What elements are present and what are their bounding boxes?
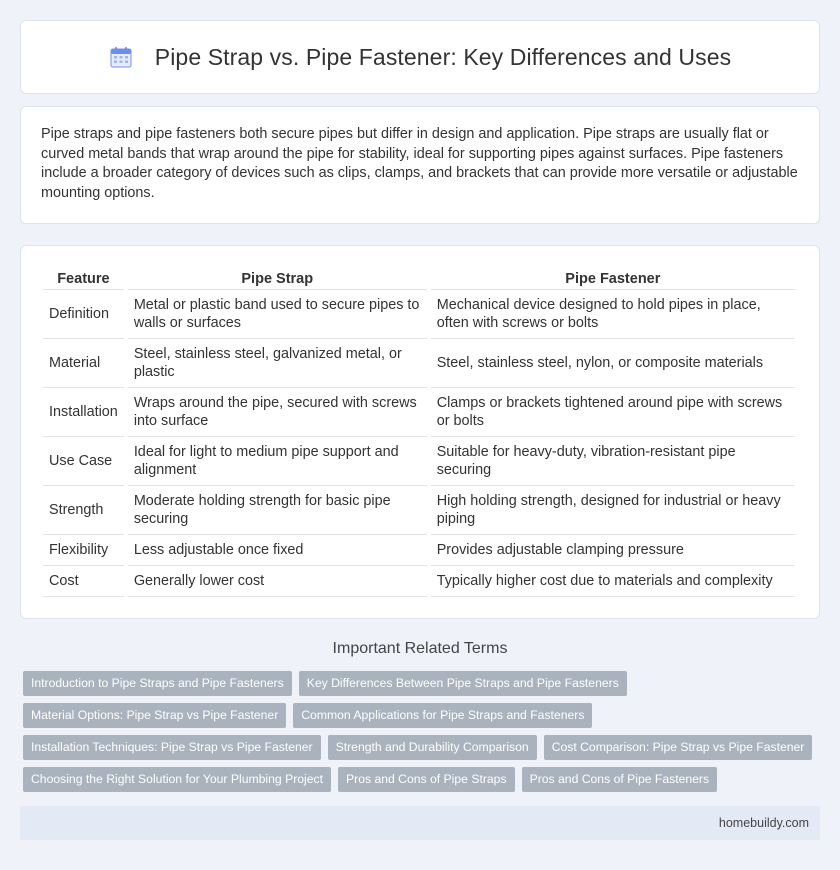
table-row [43,566,795,597]
pipe-strap-cell: Generally lower cost [128,566,427,597]
related-term-tag[interactable]: Choosing the Right Solution for Your Plumbing Project [23,767,331,792]
table-row [43,486,795,535]
feature-cell: Material [43,339,124,388]
footer-site-link[interactable]: homebuildy.com [718,816,809,830]
related-term-tag[interactable]: Introduction to Pipe Straps and Pipe Fasteners [23,671,292,696]
table-row [43,290,795,339]
related-term-tag[interactable]: Key Differences Between Pipe Straps and Pipe Fasteners [299,671,627,696]
related-term-tag[interactable]: Strength and Durability Comparison [328,735,537,760]
intro-text: Pipe straps and pipe fasteners both secure pipes but differ in design and application. Pipe straps are usually flat or curved metal bands that wrap around the pipe for stability, ideal for supporting pipes against surfaces. Pipe fasteners include a broader category of devices such as clips, clamps, and brackets that can provide more versatile or adjustable mounting options. [41,126,798,201]
related-terms-list [23,671,823,799]
pipe-strap-cell: Metal or plastic band used to secure pipes to walls or surfaces [128,290,427,339]
table-row [43,535,795,566]
related-term-tag[interactable]: Pros and Cons of Pipe Fasteners [522,767,718,792]
feature-cell: Installation [43,388,124,437]
table-row [43,437,795,486]
feature-cell: Flexibility [43,535,124,566]
feature-cell: Strength [43,486,124,535]
pipe-fastener-cell: Typically higher cost due to materials and complexity [431,566,795,597]
table-row [43,388,795,437]
intro-card [20,106,820,224]
feature-cell: Definition [43,290,124,339]
table-row [43,339,795,388]
related-term-tag[interactable]: Common Applications for Pipe Straps and Fasteners [293,703,592,728]
tag-row [23,671,823,697]
related-term-tag[interactable]: Material Options: Pipe Strap vs Pipe Fastener [23,703,286,728]
feature-cell: Use Case [43,437,124,486]
pipe-strap-cell: Wraps around the pipe, secured with screws into surface [128,388,427,437]
related-term-tag[interactable]: Installation Techniques: Pipe Strap vs Pipe Fastener [23,735,321,760]
comparison-table-card [20,245,820,619]
page-title: Pipe Strap vs. Pipe Fastener: Key Differences and Uses [154,43,732,70]
pipe-strap-cell: Moderate holding strength for basic pipe securing [128,486,427,535]
footer [20,806,820,840]
column-header: Feature [43,264,124,290]
feature-cell: Cost [43,566,124,597]
pipe-fastener-cell: High holding strength, designed for industrial or heavy piping [431,486,795,535]
related-terms-title: Important Related Terms [332,640,508,657]
related-term-tag[interactable]: Cost Comparison: Pipe Strap vs Pipe Fastener [544,735,813,760]
calendar-icon [109,45,133,69]
column-header: Pipe Fastener [431,264,795,290]
tag-row [23,735,823,761]
related-term-tag[interactable]: Pros and Cons of Pipe Straps [338,767,515,792]
column-header: Pipe Strap [128,264,427,290]
pipe-fastener-cell: Mechanical device designed to hold pipes in place, often with screws or bolts [431,290,795,339]
pipe-strap-cell: Ideal for light to medium pipe support and alignment [128,437,427,486]
pipe-fastener-cell: Suitable for heavy-duty, vibration-resistant pipe securing [431,437,795,486]
comparison-table [39,264,799,597]
pipe-fastener-cell: Clamps or brackets tightened around pipe with screws or bolts [431,388,795,437]
pipe-fastener-cell: Provides adjustable clamping pressure [431,535,795,566]
pipe-strap-cell: Steel, stainless steel, galvanized metal, or plastic [128,339,427,388]
pipe-strap-cell: Less adjustable once fixed [128,535,427,566]
pipe-fastener-cell: Steel, stainless steel, nylon, or composite materials [431,339,795,388]
table-header-row [43,264,795,290]
tag-row [23,703,823,729]
tag-row [23,767,823,793]
title-card [20,20,820,94]
